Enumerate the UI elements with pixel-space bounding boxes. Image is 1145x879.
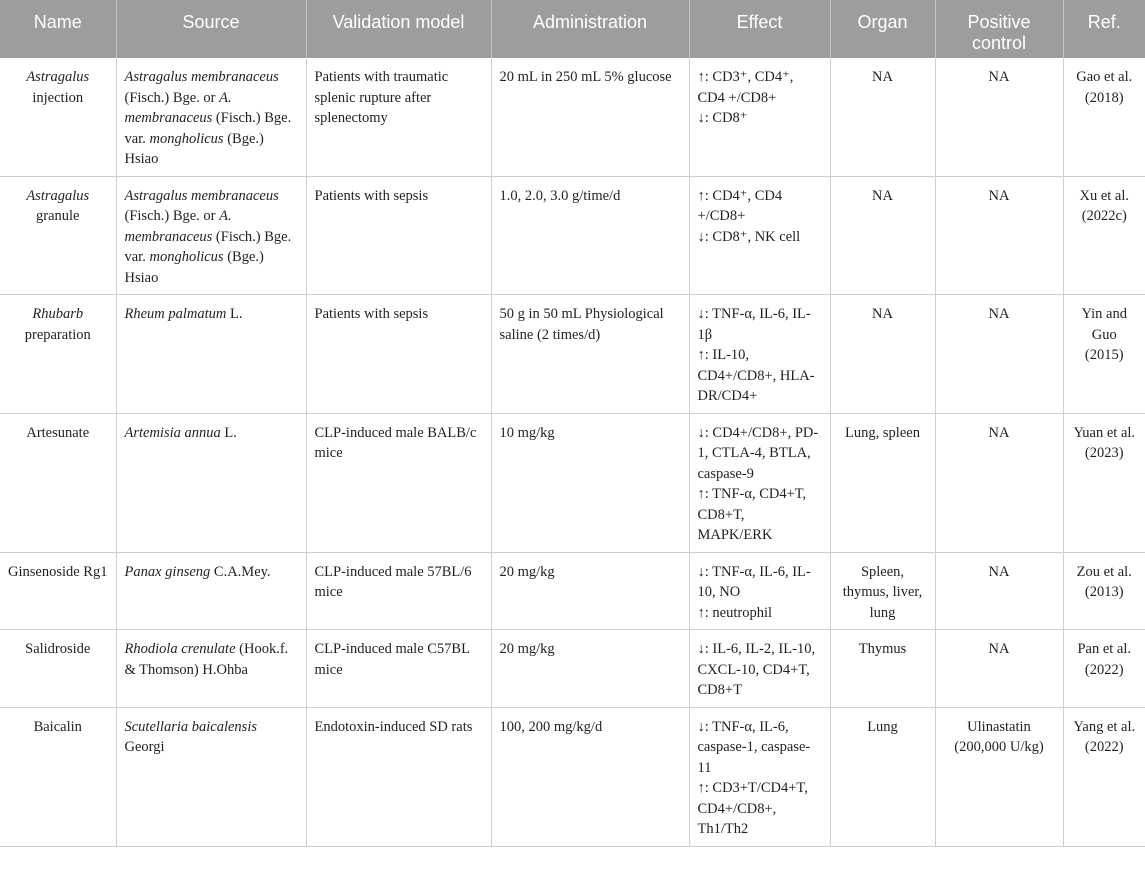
effect-line: ↑: CD3⁺, CD4⁺, CD4 +/CD8+ (697, 69, 794, 106)
cell-ref: Yuan et al. (2023) (1063, 413, 1145, 552)
cell-name (0, 176, 116, 295)
table-row (0, 630, 1145, 708)
italic-text: Scutellaria baicalensis (124, 718, 257, 735)
cell-organ: Lung, spleen (830, 413, 935, 552)
cell-positive-control: NA (935, 552, 1063, 630)
cell-effect (689, 630, 830, 708)
cell-source (116, 630, 306, 708)
italic-text: Astragalus membranaceus (124, 187, 279, 204)
text-run: (Fisch.) Bge. or (124, 208, 220, 224)
text-run: (Hook.f. & Thomson) H.Ohba (124, 641, 289, 678)
text-run: (Bge.) Hsiao (124, 130, 264, 167)
cell-effect (689, 176, 830, 295)
cell-positive-control: NA (935, 630, 1063, 708)
cell-name (0, 58, 116, 176)
cell-administration: 10 mg/kg (491, 413, 689, 552)
header-name: Name (0, 0, 116, 58)
italic-text: Astragalus (26, 69, 90, 85)
italic-text: Astragalus membranaceus (124, 69, 279, 85)
table-row (0, 58, 1145, 176)
text-run: Salidroside (25, 641, 91, 657)
cell-organ: Thymus (830, 630, 935, 708)
cell-effect (689, 58, 830, 176)
cell-validation-model: Patients with sepsis (306, 295, 491, 414)
text-run: Ginsenoside Rg1 (8, 563, 108, 580)
header-ref: Ref. (1063, 0, 1145, 58)
text-run: (Bge.) Hsiao (124, 249, 264, 286)
italic-text: mongholicus (149, 130, 224, 147)
header-validation-model: Validation model (306, 0, 491, 58)
text-run: (Fisch.) Bge. var. (124, 228, 292, 265)
table-body (0, 58, 1145, 846)
effect-line: ↑: CD3+T/CD4+T, CD4+/CD8+, Th1/Th2 (697, 780, 808, 837)
text-run: (Fisch.) Bge. var. (124, 110, 292, 147)
effect-line: ↑: CD4⁺, CD4 +/CD8+ (697, 187, 783, 224)
italic-text: Panax ginseng (124, 563, 211, 580)
effect-line: ↓: TNF-α, IL-6, IL-10, NO (697, 563, 811, 600)
cell-name (0, 295, 116, 414)
header-organ: Organ (830, 0, 935, 58)
cell-source (116, 413, 306, 552)
cell-administration: 100, 200 mg/kg/d (491, 707, 689, 846)
cell-administration: 20 mg/kg (491, 630, 689, 708)
cell-source (116, 176, 306, 295)
italic-text: Rheum palmatum (124, 306, 227, 322)
text-run: preparation (24, 326, 91, 343)
effect-line: ↓: IL-6, IL-2, IL-10, CXCL-10, CD4+T, CD8+T (697, 641, 816, 698)
cell-ref: Zou et al. (2013) (1063, 552, 1145, 630)
italic-text: mongholicus (149, 249, 224, 265)
table-row (0, 707, 1145, 846)
effect-line: ↑: neutrophil (697, 604, 773, 621)
cell-administration: 20 mL in 250 mL 5% glucose (491, 58, 689, 176)
cell-source (116, 552, 306, 630)
text-run: L. (220, 424, 237, 441)
cell-name (0, 552, 116, 630)
italic-text: A. membranaceus (124, 208, 232, 245)
cell-validation-model: CLP-induced male BALB/c mice (306, 413, 491, 552)
text-run: Baicalin (33, 718, 82, 735)
header-source: Source (116, 0, 306, 58)
text-run: Georgi (124, 739, 165, 755)
cell-organ: NA (830, 176, 935, 295)
effect-line: ↑: TNF-α, CD4+T, CD8+T, MAPK/ERK (697, 486, 807, 543)
cell-source (116, 295, 306, 414)
text-run: Artesunate (26, 424, 90, 441)
cell-positive-control: NA (935, 58, 1063, 176)
cell-ref: Pan et al. (2022) (1063, 630, 1145, 708)
cell-organ: Lung (830, 707, 935, 846)
cell-effect (689, 552, 830, 630)
cell-organ: NA (830, 58, 935, 176)
text-run: granule (36, 208, 80, 224)
cell-ref: Yin and Guo (2015) (1063, 295, 1145, 414)
text-run: (Fisch.) Bge. or (124, 89, 220, 106)
cell-validation-model: CLP-induced male C57BL mice (306, 630, 491, 708)
cell-positive-control: Ulinastatin (200,000 U/kg) (935, 707, 1063, 846)
effect-line: ↑: IL-10, CD4+/CD8+, HLA-DR/CD4+ (697, 347, 815, 404)
effect-line: ↓: CD8⁺ (697, 110, 748, 126)
effect-line: ↓: CD8⁺, NK cell (697, 228, 801, 245)
cell-organ: NA (830, 295, 935, 414)
cell-administration: 20 mg/kg (491, 552, 689, 630)
cell-ref: Yang et al. (2022) (1063, 707, 1145, 846)
cell-source (116, 707, 306, 846)
text-run: injection (32, 89, 84, 106)
cell-name (0, 630, 116, 708)
cell-validation-model: Patients with traumatic splenic rupture after splenectomy (306, 58, 491, 176)
italic-text: Artemisia annua (124, 424, 221, 441)
cell-ref: Xu et al. (2022c) (1063, 176, 1145, 295)
cell-administration: 1.0, 2.0, 3.0 g/time/d (491, 176, 689, 295)
cell-effect (689, 413, 830, 552)
table-row (0, 552, 1145, 630)
italic-text: Rhubarb (32, 306, 84, 322)
text-run: C.A.Mey. (210, 563, 271, 580)
effect-line: ↓: CD4+/CD8+, PD-1, CTLA-4, BTLA, caspase-9 (697, 424, 819, 482)
table-row (0, 295, 1145, 414)
italic-text: Rhodiola crenulate (124, 641, 236, 657)
header-row (0, 0, 1145, 58)
cell-effect (689, 707, 830, 846)
cell-effect (689, 295, 830, 414)
effect-line: ↓: TNF-α, IL-6, IL-1β (697, 306, 811, 343)
table-row (0, 176, 1145, 295)
cell-organ: Spleen, thymus, liver, lung (830, 552, 935, 630)
header-positive-control: Positive control (935, 0, 1063, 58)
cell-source (116, 58, 306, 176)
text-run: L. (226, 306, 243, 322)
cell-validation-model: Endotoxin-induced SD rats (306, 707, 491, 846)
cell-ref: Gao et al. (2018) (1063, 58, 1145, 176)
cell-name (0, 413, 116, 552)
cell-name (0, 707, 116, 846)
cell-positive-control: NA (935, 295, 1063, 414)
italic-text: Astragalus (26, 187, 90, 204)
header-administration: Administration (491, 0, 689, 58)
effect-line: ↓: TNF-α, IL-6, caspase-1, caspase-11 (697, 718, 811, 776)
header-effect: Effect (689, 0, 830, 58)
cell-validation-model: CLP-induced male 57BL/6 mice (306, 552, 491, 630)
cell-positive-control: NA (935, 413, 1063, 552)
table-row (0, 413, 1145, 552)
italic-text: A. membranaceus (124, 89, 232, 126)
cell-positive-control: NA (935, 176, 1063, 295)
cell-administration: 50 g in 50 mL Physiological saline (2 times/d) (491, 295, 689, 414)
cell-validation-model: Patients with sepsis (306, 176, 491, 295)
